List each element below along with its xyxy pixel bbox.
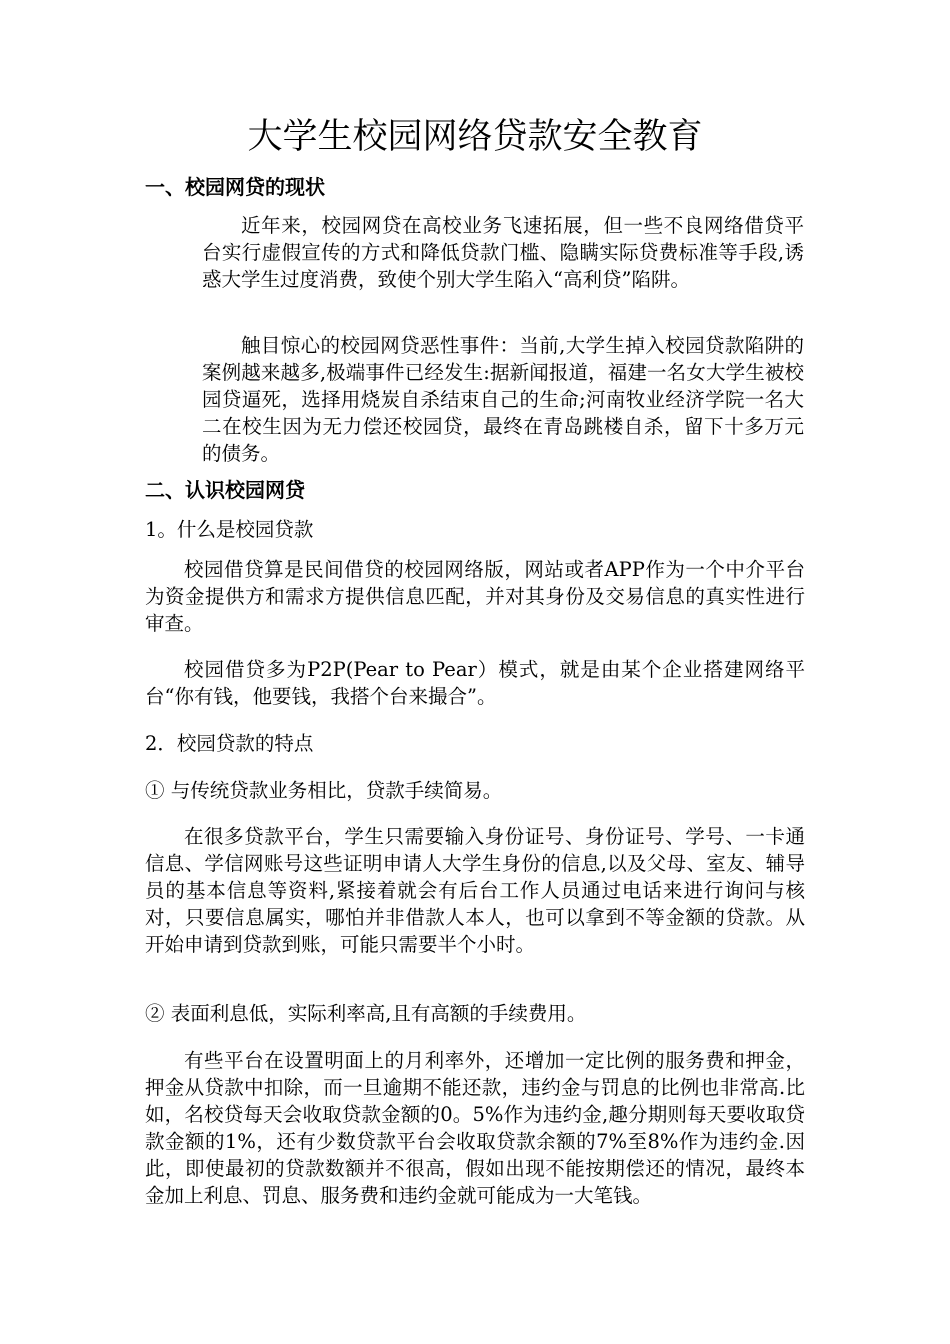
paragraph-status-intro: 近年来，校园网贷在高校业务飞速拓展，但一些不良网络借贷平台实行虚假宣传的方式和降低贷款门槛、隐瞒实际贷费标准等手段,诱惑大学生过度消费，致使个别大学生陷入“高利贷”陷阱。 (202, 214, 804, 291)
paragraph-definition: 校园借贷算是民间借贷的校园网络版，网站或者APP作为一个中介平台为资金提供方和需求方提供信息匹配，并对其身份及交易信息的真实性进行审查。 (145, 558, 805, 635)
document-title: 大学生校园网络贷款安全教育 (247, 117, 703, 157)
paragraph-incidents: 触目惊心的校园网贷恶性事件：当前,大学生掉入校园贷款陷阱的案例越来越多,极端事件已经发生:据新闻报道，福建一名女大学生被校园贷逼死，选择用烧炭自杀结束自己的生命;河南牧业经济学院一名大二在校生因为无力偿还校园贷，最终在青岛跳楼自杀，留下十多万元的债务。 (202, 334, 804, 465)
feature-point-1: ① 与传统贷款业务相比，贷款手续简易。 (145, 779, 503, 802)
paragraph-p2p-model: 校园借贷多为P2P(Pear to Pear）模式，就是由某个企业搭建网络平台“你有钱，他要钱，我搭个台来撮合”。 (145, 658, 805, 708)
subheading-features: 2．校园贷款的特点 (145, 732, 314, 755)
section-heading-status: 一、校园网贷的现状 (145, 175, 325, 199)
section-heading-understanding: 二、认识校园网贷 (145, 478, 305, 502)
feature-point-2: ② 表面利息低，实际利率高,且有高额的手续费用。 (145, 1002, 587, 1025)
paragraph-simple-procedure: 在很多贷款平台，学生只需要输入身份证号、身份证号、学号、一卡通信息、学信网账号这些证明申请人大学生身份的信息,以及父母、室友、辅导员的基本信息等资料,紧接着就会有后台工作人员通过电话来进行询问与核对，只要信息属实，哪怕并非借款人本人，也可以拿到不等金额的贷款。从开始申请到贷款到账，可能只需要半个小时。 (145, 825, 805, 956)
paragraph-high-interest: 有些平台在设置明面上的月利率外，还增加一定比例的服务费和押金，押金从贷款中扣除，而一旦逾期不能还款，违约金与罚息的比例也非常高.比如，名校贷每天会收取贷款金额的0。5%作为违约金,趣分期则每天要收取贷款金额的1%，还有少数贷款平台会收取贷款余额的7%至8%作为违约金.因此，即使最初的贷款数额并不很高，假如出现不能按期偿还的情况，最终本金加上利息、罚息、服务费和违约金就可能成为一大笔钱。 (145, 1049, 805, 1207)
subheading-what-is: 1。什么是校园贷款 (145, 518, 314, 541)
